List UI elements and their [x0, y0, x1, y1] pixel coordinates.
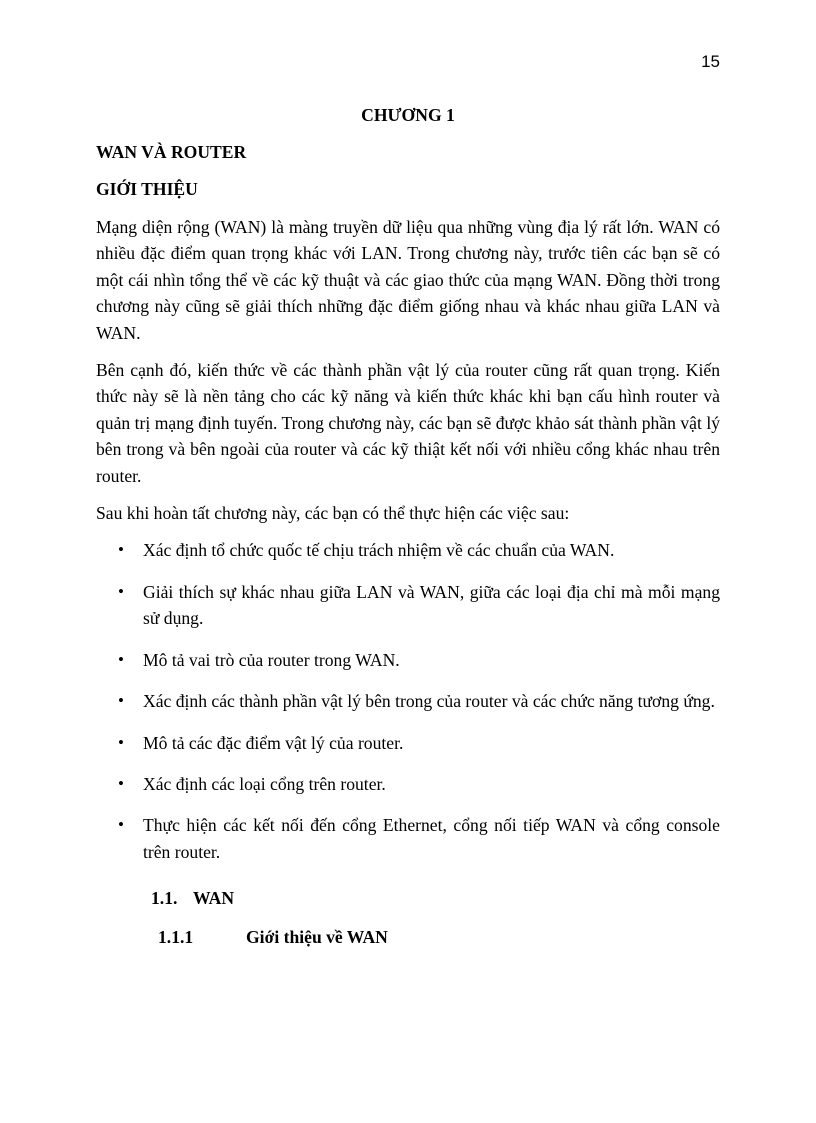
list-item — [96, 537, 720, 563]
list-item-text: Xác định các thành phần vật lý bên trong của router và các chức năng tương ứng. — [143, 691, 715, 712]
subsection-number: 1.1.1 — [158, 926, 194, 947]
bullet-icon: • — [118, 649, 124, 669]
bullet-icon: • — [118, 773, 124, 793]
page-number: 15 — [701, 52, 720, 71]
list-item — [96, 730, 720, 756]
list-item — [96, 812, 720, 865]
subsection-heading — [96, 924, 720, 950]
chapter-title: WAN VÀ ROUTER — [96, 142, 247, 162]
paragraph: Sau khi hoàn tất chương này, các bạn có thể thực hiện các việc sau: — [96, 503, 570, 524]
bullet-icon: • — [118, 581, 124, 601]
chapter-label: CHƯƠNG 1 — [361, 105, 455, 125]
objectives-list — [96, 537, 720, 865]
list-item — [96, 771, 720, 797]
list-item-text: Mô tả các đặc điểm vật lý của router. — [143, 732, 404, 753]
bullet-icon: • — [118, 691, 124, 711]
list-item-text: Xác định các loại cổng trên router. — [143, 773, 386, 794]
intro-heading: GIỚI THIỆU — [96, 179, 198, 199]
document-body — [96, 103, 720, 950]
bullet-icon: • — [118, 815, 124, 835]
list-item-text: Thực hiện các kết nối đến cổng Ethernet, cổng nối tiếp WAN và cổng console trên router. — [143, 815, 720, 862]
paragraph: Bên cạnh đó, kiến thức về các thành phần vật lý của router cũng rất quan trọng. Kiến thức này sẽ là nền tảng cho các kỹ năng và kiến thức khác khi bạn cấu hình router và quản trị mạng định tuyến. Trong chương này, các bạn sẽ được khảo sát thành phần vật lý bên trong và bên ngoài của router và các kỹ thiật kết nối với nhiều cổng khác nhau trên router. — [96, 360, 720, 486]
list-item-text: Mô tả vai trò của router trong WAN. — [143, 649, 400, 670]
section-number: 1.1. — [151, 888, 178, 909]
list-item-text: Xác định tổ chức quốc tế chịu trách nhiệm về các chuẩn của WAN. — [143, 540, 615, 561]
list-item — [96, 688, 720, 714]
bullet-icon: • — [118, 732, 124, 752]
list-item-text: Giải thích sự khác nhau giữa LAN và WAN, giữa các loại địa chỉ mà mỗi mạng sử dụng. — [143, 581, 720, 629]
bullet-icon: • — [118, 540, 124, 560]
paragraph: Mạng diện rộng (WAN) là màng truyền dữ liệu qua những vùng địa lý rất lớn. WAN có nhiều đặc điểm quan trọng khác với LAN. Trong chương này, trước tiên các bạn sẽ có một cái nhìn tổng thể về các kỹ thuật và các giao thức của mạng WAN. Đồng thời trong chương này cũng sẽ giải thích những đặc điểm giống nhau và khác nhau giữa LAN và WAN. — [96, 217, 720, 343]
section-title: WAN — [193, 888, 235, 909]
list-item — [96, 579, 720, 632]
list-item — [96, 647, 720, 673]
subsection-title: Giới thiệu về WAN — [246, 926, 388, 947]
section-heading — [96, 885, 720, 911]
